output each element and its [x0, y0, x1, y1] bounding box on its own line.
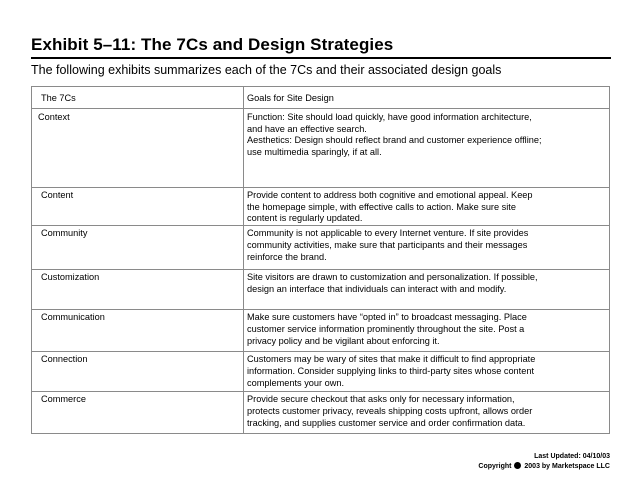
row-goals [244, 188, 610, 226]
goal-line: Make sure customers have “opted in” to broadcast messaging. Place [247, 312, 527, 323]
header-cell-7cs: The 7Cs [32, 87, 244, 109]
goal-line: Site visitors are drawn to customization and personalization. If possible, [247, 272, 538, 283]
goal-line: protects customer privacy, reveals shipping costs upfront, allows order [247, 405, 533, 416]
row-label: Connection [32, 352, 244, 392]
row-label: Context [32, 109, 244, 188]
goal-line: Provide secure checkout that asks only for necessary information, [247, 394, 515, 405]
page-title: Exhibit 5–11: The 7Cs and Design Strategies [31, 35, 394, 54]
row-goals [244, 270, 610, 310]
goal-line: use multimedia sparingly, if at all. [247, 147, 382, 158]
goal-line: the homepage simple, with effective calls to action. Make sure site [247, 201, 516, 212]
title-divider [31, 57, 611, 59]
header-cell-goals: Goals for Site Design [244, 87, 610, 109]
goal-line: content is regularly updated. [247, 213, 363, 224]
row-label: Customization [32, 270, 244, 310]
goal-line: Function: Site should load quickly, have good information architecture, [247, 112, 532, 122]
row-goals [244, 352, 610, 392]
row-goals [244, 226, 610, 270]
goal-line: privacy policy and be vigilant about enforcing it. [247, 335, 440, 346]
page-footer [478, 452, 610, 472]
copyright-icon [514, 462, 521, 469]
goal-line: Provide content to address both cognitive and emotional appeal. Keep [247, 190, 533, 200]
copyright-holder: 2003 by Marketspace LLC [524, 463, 610, 470]
table-row [32, 188, 610, 226]
goal-line: complements your own. [247, 377, 345, 388]
row-goals [244, 310, 610, 352]
row-label: Commerce [32, 392, 244, 434]
copyright-label: Copyright [478, 463, 512, 470]
row-label: Content [32, 188, 244, 226]
table-row [32, 226, 610, 270]
row-goals [244, 109, 610, 188]
page-subtitle: The following exhibits summarizes each of the 7Cs and their associated design goals [31, 63, 502, 77]
goal-line: Community is not applicable to every Internet venture. If site provides [247, 228, 529, 239]
table-header-row [32, 87, 610, 109]
table-row [32, 109, 610, 188]
seven-cs-table [31, 86, 610, 434]
copyright-notice [478, 462, 610, 472]
goal-line: reinforce the brand. [247, 251, 327, 262]
goal-line: customer service information prominently throughout the site. Post a [247, 323, 525, 334]
table-row [32, 352, 610, 392]
table-row [32, 392, 610, 434]
goal-line: information. Consider supplying links to third-party sites whose content [247, 365, 534, 376]
goal-line: Aesthetics: Design should reflect brand and customer experience offline; [247, 135, 542, 146]
table-row [32, 270, 610, 310]
goal-line: and have an effective search. [247, 123, 367, 134]
goal-line: community activities, make sure that participants and their messages [247, 239, 528, 250]
row-label: Community [32, 226, 244, 270]
row-goals [244, 392, 610, 434]
table-row [32, 310, 610, 352]
last-updated: Last Updated: 04/10/03 [534, 453, 610, 460]
goal-line: Customers may be wary of sites that make it difficult to find appropriate [247, 354, 536, 365]
goal-line: design an interface that individuals can interact with and modify. [247, 283, 507, 294]
row-label: Communication [32, 310, 244, 352]
goal-line: tracking, and supplies customer service and order confirmation data. [247, 417, 526, 428]
